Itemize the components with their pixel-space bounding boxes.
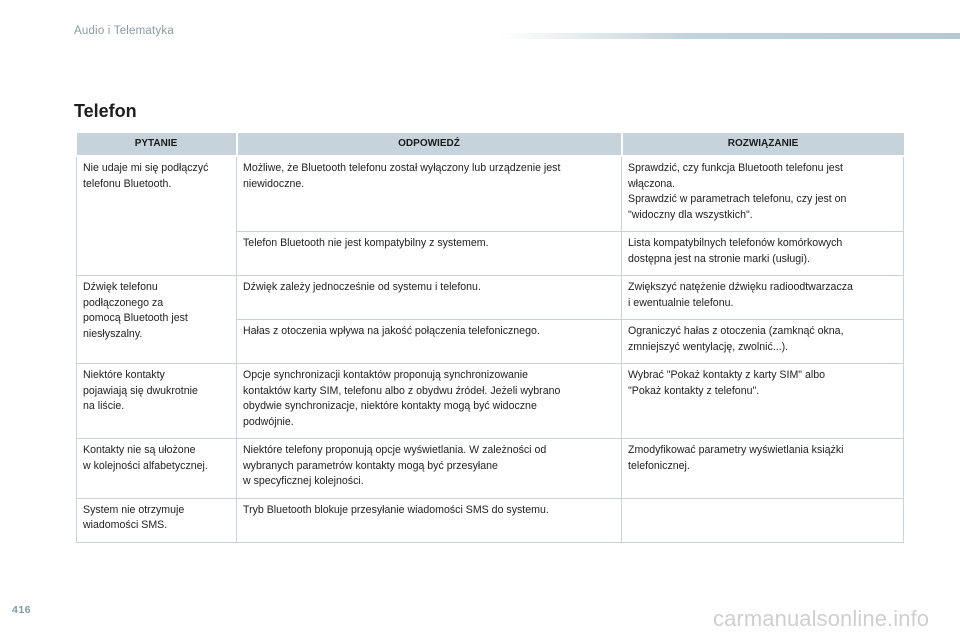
question-cell — [77, 276, 237, 364]
header-decorative-bar — [500, 33, 960, 39]
question-text: Dźwięk telefonu podłączonego za pomocą Bluetooth jest niesłyszalny. — [83, 281, 188, 340]
page-number: 416 — [12, 604, 32, 616]
answer-text: Telefon Bluetooth nie jest kompatybilny z systemem. — [243, 237, 489, 249]
question-cell — [77, 498, 237, 542]
faq-table — [76, 133, 904, 543]
question-cell — [77, 364, 237, 439]
solution-text: Zmodyfikować parametry wyświetlania książki telefonicznej. — [628, 444, 844, 472]
solution-cell — [622, 156, 904, 232]
solution-text: Ograniczyć hałas z otoczenia (zamknąć okna, zmniejszyć wentylację, zwolnić...). — [628, 325, 844, 353]
solution-cell — [622, 364, 904, 439]
answer-cell — [237, 276, 622, 320]
answer-cell — [237, 320, 622, 364]
answer-cell — [237, 156, 622, 232]
solution-cell — [622, 320, 904, 364]
answer-cell — [237, 439, 622, 499]
answer-cell — [237, 498, 622, 542]
answer-cell — [237, 364, 622, 439]
solution-text: Wybrać "Pokaż kontakty z karty SIM" albo "Pokaż kontakty z telefonu". — [628, 369, 826, 397]
watermark-text: carmanualsonline.info — [713, 606, 930, 631]
table-row — [77, 498, 904, 542]
solution-text: Zwiększyć natężenie dźwięku radioodtwarzacza i ewentualnie telefonu. — [628, 281, 853, 309]
solution-cell — [622, 232, 904, 276]
column-header-answer: ODPOWIEDŹ — [237, 133, 622, 156]
solution-cell — [622, 439, 904, 499]
answer-text: Opcje synchronizacji kontaktów proponują synchronizowanie kontaktów karty SIM, telefonu albo z obydwu źródeł. Jeżeli wybrano obydwie synchronizacje, niektóre kontakty mogą być widoczne podwójnie. — [243, 369, 561, 428]
table-row — [77, 276, 904, 320]
answer-text: Dźwięk zależy jednocześnie od systemu i telefonu. — [243, 281, 481, 293]
answer-text: Możliwe, że Bluetooth telefonu został wyłączony lub urządzenie jest niewidoczne. — [243, 162, 561, 190]
column-header-solution: ROZWIĄZANIE — [622, 133, 904, 156]
question-text: Nie udaje mi się podłączyć telefonu Bluetooth. — [83, 162, 209, 190]
column-header-question: PYTANIE — [77, 133, 237, 156]
answer-text: Niektóre telefony proponują opcje wyświetlania. W zależności od wybranych parametrów kontakty mogą być przesyłane w specyficznej kolejności. — [243, 444, 547, 487]
question-cell — [77, 156, 237, 276]
solution-text: Lista kompatybilnych telefonów komórkowych dostępna jest na stronie marki (usługi). — [628, 237, 843, 265]
answer-text: Hałas z otoczenia wpływa na jakość połączenia telefonicznego. — [243, 325, 540, 337]
solution-cell — [622, 498, 904, 542]
table-header-row — [77, 133, 904, 156]
question-text: System nie otrzymuje wiadomości SMS. — [83, 503, 185, 531]
answer-text: Tryb Bluetooth blokuje przesyłanie wiadomości SMS do systemu. — [243, 503, 549, 516]
answer-cell — [237, 232, 622, 276]
running-header-title: Audio i Telematyka — [74, 25, 174, 37]
question-cell — [77, 439, 237, 499]
question-text: Niektóre kontakty pojawiają się dwukrotnie na liście. — [83, 369, 198, 412]
table-row — [77, 364, 904, 439]
solution-text: Sprawdzić, czy funkcja Bluetooth telefonu jest włączona. Sprawdzić w parametrach telefonu, czy jest on "widoczny dla wszystkich". — [628, 162, 847, 221]
table-row — [77, 439, 904, 499]
solution-cell — [622, 276, 904, 320]
table-row — [77, 156, 904, 232]
section-title: Telefon — [74, 101, 137, 121]
question-text: Kontakty nie są ułożone w kolejności alfabetycznej. — [83, 444, 208, 472]
